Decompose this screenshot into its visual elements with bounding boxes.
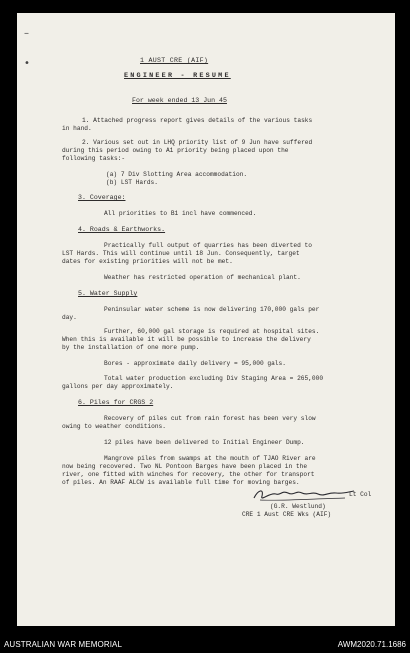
rank-label: Lt Col xyxy=(349,491,372,498)
footer-credit: AUSTRALIAN WAR MEMORIAL xyxy=(4,640,123,649)
document-title: ENGINEER - RESUME xyxy=(124,72,231,80)
para2-line3: following tasks:- xyxy=(62,155,126,162)
signatory-title: CRE 1 Aust CRE Wks (AIF) xyxy=(242,511,332,518)
section-4-para1-line2: LST Hards. This will continue until 18 Jun. Consequently, target xyxy=(62,250,300,257)
section-4-heading: 4. Roads & Earthworks. xyxy=(78,226,166,233)
handwritten-signature xyxy=(250,484,360,506)
section-6-para3-line4: of piles. An RAAF ALCW is available full time for moving barges. xyxy=(62,479,300,486)
punch-hole-mark: • xyxy=(24,58,30,69)
section-4-para2: Weather has restricted operation of mechanical plant. xyxy=(104,274,301,281)
section-5-heading: 5. Water Supply xyxy=(78,290,138,297)
section-6-para1-line1: Recovery of piles cut from rain forest has been very slow xyxy=(104,415,316,422)
signatory-name: (G.R. Westlund) xyxy=(270,503,326,510)
section-4-para1-line1: Practically full output of quarries has been diverted to xyxy=(104,242,312,249)
section-6-para2: 12 piles have been delivered to Initial Engineer Dump. xyxy=(104,439,305,446)
section-6-para1-line2: owing to weather conditions. xyxy=(62,423,166,430)
section-6-heading: 6. Piles for CRGS 2 xyxy=(78,399,154,406)
section-3-text: All priorities to B1 incl have commenced. xyxy=(104,210,257,217)
para2-line2: during this period owing to A1 priority being placed upon the xyxy=(62,147,289,154)
section-5-para1-line2: day. xyxy=(62,314,77,321)
section-5-para2-line1: Further, 60,000 gal storage is required at hospital sites. xyxy=(104,328,320,335)
section-5-para4-line2: gallons per day approximately. xyxy=(62,383,174,390)
section-6-para3-line1: Mangrove piles from swamps at the mouth of TJAO River are xyxy=(104,455,316,462)
section-5-para1-line1: Peninsular water scheme is now delivering 170,000 gals per xyxy=(104,306,320,313)
section-5-para2-line3: by the installation of one more pump. xyxy=(62,344,200,351)
unit-heading: 1 AUST CRE (AIF) xyxy=(140,57,209,64)
section-5-para4-line1: Total water production excluding Div Staging Area = 265,000 xyxy=(104,375,324,382)
section-5-para2-line2: When this is available it will be possible to increase the delivery xyxy=(62,336,311,343)
para1-line2: in hand. xyxy=(62,125,92,132)
punch-hole-mark: – xyxy=(24,28,29,39)
week-heading: For week ended 13 Jun 45 xyxy=(132,97,227,104)
section-5-para3: Bores - approximate daily delivery = 95,000 gals. xyxy=(104,360,286,367)
para2-line1: 2. Various set out in LHQ priority list of 9 Jun have suffered xyxy=(82,139,313,146)
para1-line1: 1. Attached progress report gives details of the various tasks xyxy=(82,117,313,124)
section-3-heading: 3. Coverage: xyxy=(78,194,126,201)
section-6-para3-line2: now being recovered. Two NL Pontoon Barges have been placed in the xyxy=(62,463,308,470)
footer-accession-number: AWM2020.71.1686 xyxy=(337,640,406,649)
section-6-para3-line3: river, one fitted with winches for recovery, the other for transport xyxy=(62,471,315,478)
list-item-a: (a) 7 Div Slotting Area accommodation. xyxy=(106,171,248,178)
list-item-b: (b) LST Hards. xyxy=(106,179,158,186)
section-4-para1-line3: dates for existing priorities will not be met. xyxy=(62,258,233,265)
footer-bar xyxy=(0,636,410,653)
